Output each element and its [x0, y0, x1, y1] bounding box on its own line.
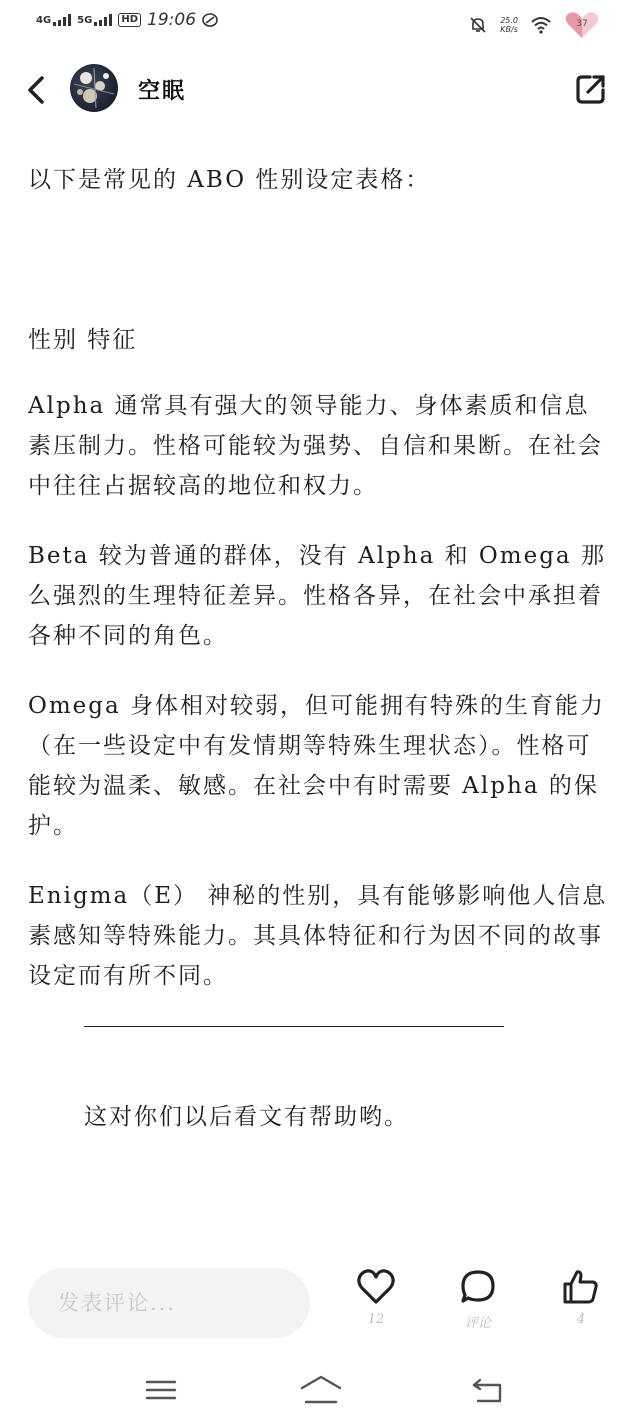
heart-icon: [356, 1268, 396, 1306]
nav-home-button[interactable]: [298, 1372, 344, 1408]
app-notification-icon: [202, 13, 218, 27]
paragraph-alpha: Alpha 通常具有强大的领导能力、身体素质和信息素压制力。性格可能较为强势、自信和果断。在社会中往往占据较高的地位和权力。: [28, 393, 603, 499]
table-header: 性别 特征: [28, 327, 138, 353]
article-body: [28, 160, 612, 1137]
wifi-icon: [530, 16, 552, 34]
signal-5g: [77, 14, 112, 26]
paragraph-enigma: Enigma（E） 神秘的性别，具有能够影响他人信息素感知等特殊能力。其具体特征和行为因不同的故事设定而有所不同。: [28, 883, 608, 989]
net-speed: [500, 16, 518, 34]
battery-heart: [564, 10, 600, 40]
hd-voice-icon: HD: [118, 13, 141, 27]
comment-label: 评论: [464, 1316, 491, 1331]
like-button[interactable]: [344, 1268, 408, 1348]
share-icon: [574, 72, 608, 106]
net-speed-value: 25.0: [500, 16, 518, 25]
author-name[interactable]: 空眠: [138, 79, 187, 104]
paragraph-omega: Omega 身体相对较弱，但可能拥有特殊的生育能力（在一些设定中有发情期等特殊生理状态）。性格可能较为温柔、敏感。在社会中有时需要 Alpha 的保护。: [28, 693, 606, 839]
status-left: [36, 10, 218, 30]
thumbs-up-count: 4: [576, 1312, 586, 1327]
like-count: 12: [367, 1312, 385, 1327]
speech-bubble-icon: [458, 1268, 498, 1306]
battery-level: 37: [576, 19, 588, 29]
mute-bell-icon: [468, 15, 488, 35]
spacer: [28, 200, 612, 320]
divider-line: [84, 1026, 504, 1027]
share-button[interactable]: [574, 72, 608, 106]
thumbs-up-icon: [561, 1268, 601, 1306]
avatar-image: [70, 64, 118, 112]
system-nav-bar: [0, 1362, 640, 1420]
status-bar: [0, 0, 640, 48]
thumbs-up-button[interactable]: [549, 1268, 613, 1348]
chevron-left-icon: [22, 72, 52, 108]
back-arrow-icon: [468, 1372, 508, 1408]
net-speed-unit: KB/s: [500, 25, 518, 34]
menu-icon: [141, 1372, 181, 1408]
paragraph-beta: Beta 较为普通的群体，没有 Alpha 和 Omega 那么强烈的生理特征差异。性格各异，在社会中承担着各种不同的角色。: [28, 543, 606, 649]
home-icon: [298, 1372, 344, 1408]
comment-button[interactable]: [446, 1268, 510, 1348]
article-closing: 这对你们以后看文有帮助哟。: [84, 1104, 409, 1130]
back-button[interactable]: [22, 72, 52, 108]
signal-4g: [36, 14, 71, 26]
status-right: [468, 10, 600, 40]
comment-input[interactable]: [28, 1268, 310, 1338]
nav-menu-button[interactable]: [141, 1372, 181, 1408]
status-time: 19:06: [147, 10, 197, 30]
signal-bars-icon: [53, 14, 71, 26]
article-intro: 以下是常见的 ABO 性别设定表格：: [28, 167, 431, 193]
signal-bars-icon: [94, 14, 112, 26]
signal-4g-label: 4G: [36, 15, 52, 26]
article-header: [0, 58, 640, 122]
signal-5g-label: 5G: [77, 15, 93, 26]
author-avatar[interactable]: [70, 64, 118, 112]
nav-back-button[interactable]: [468, 1372, 508, 1408]
action-bar: [0, 1262, 640, 1352]
